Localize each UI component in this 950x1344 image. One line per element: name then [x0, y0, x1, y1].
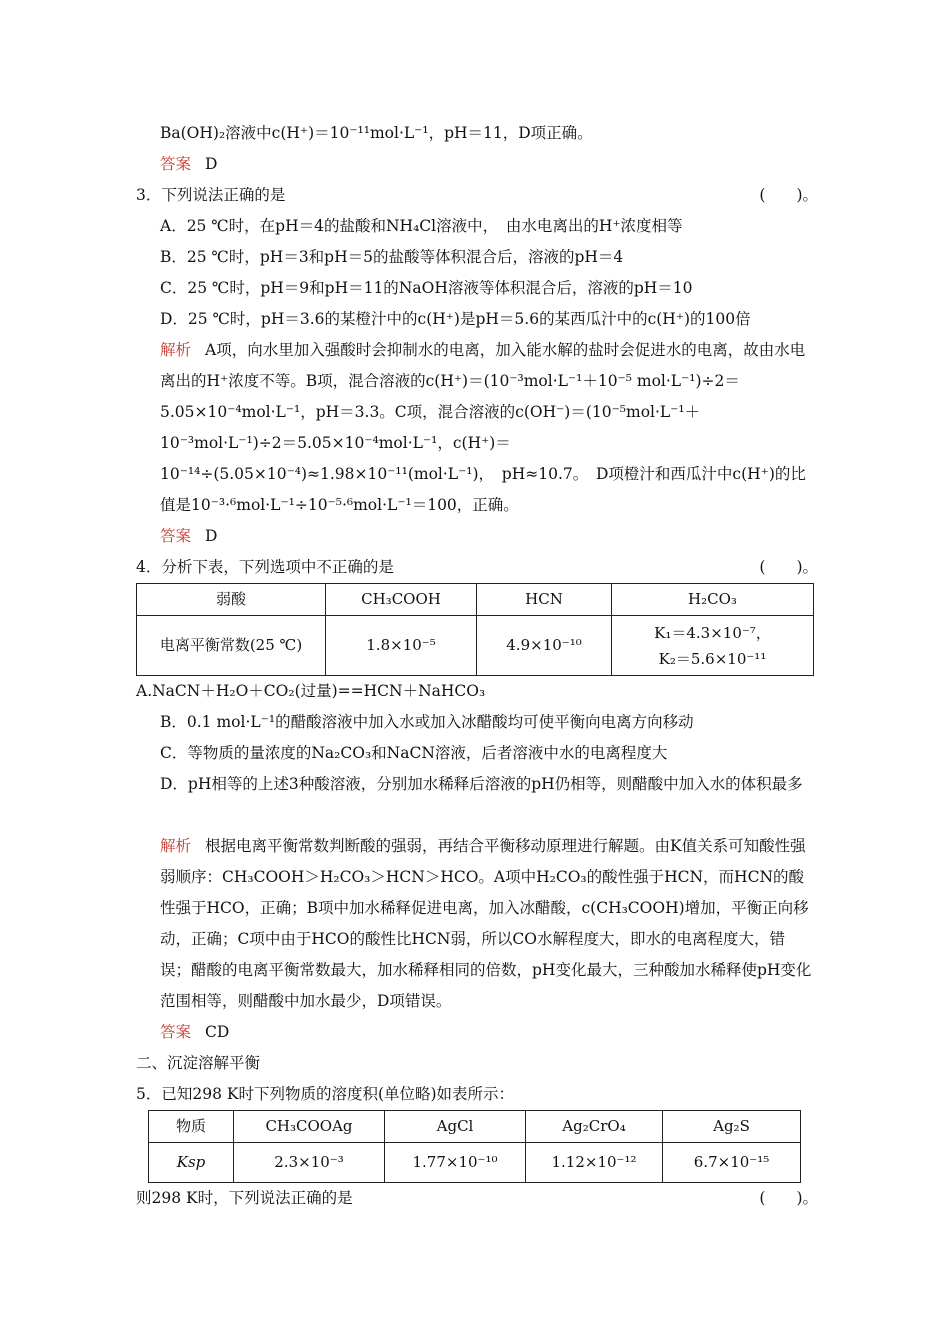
- analysis-3: [0, 335, 950, 521]
- answer-blank: ( )。: [759, 558, 818, 576]
- answer-value: CD: [205, 1023, 230, 1041]
- table-cell: 1.8×10⁻⁵: [326, 616, 477, 676]
- table-header: H₂CO₃: [612, 584, 814, 616]
- option-b: B．0.1 mol·L⁻¹的醋酸溶液中加入水或加入冰醋酸均可使平衡向电离方向移动: [160, 713, 694, 731]
- question-stem: 3．下列说法正确的是: [136, 186, 286, 204]
- table-header: CH₃COOH: [326, 584, 477, 616]
- table-cell: 6.7×10⁻¹⁵: [663, 1143, 801, 1183]
- section-heading: 二、沉淀溶解平衡: [136, 1054, 261, 1072]
- answer-label: 答案: [160, 527, 192, 545]
- table-header: 物质: [149, 1111, 234, 1143]
- question-4: [0, 552, 950, 583]
- answer-blank: ( )。: [759, 186, 818, 204]
- text-line: Ba(OH)₂溶液中c(H⁺)＝10⁻¹¹mol·L⁻¹，pH＝11，D项正确。: [160, 124, 593, 142]
- option-c: C．25 ℃时，pH＝9和pH＝11的NaOH溶液等体积混合后，溶液的pH＝10: [160, 279, 693, 297]
- option-a: A.NaCN＋H₂O＋CO₂(过量)==HCN＋NaHCO₃: [136, 682, 486, 700]
- analysis-text: 根据电离平衡常数判断酸的强弱，再结合平衡移动原理进行解题。由K值关系可知酸性强弱顺序：CH₃COOH＞H₂CO₃＞HCN＞HCO。A项中H₂CO₃的酸性强于HCN，而HCN的酸性强于HCO，正确；B项中加水稀释促进电离，加入冰醋酸，c(CH₃COOH)增加，平衡正向移动，正确；C项中由于HCO的酸性比HCN弱，所以CO水解程度大，即水的电离程度大，错误；醋酸的电离平衡常数最大，加水稀释相同的倍数，pH变化最大，三种酸加水稀释使pH变化范围相等，则醋酸中加水最少，D项错误。: [160, 837, 812, 1010]
- option-d: D．pH相等的上述3种酸溶液，分别加水稀释后溶液的pH仍相等，则醋酸中加入水的体积最多: [160, 775, 803, 793]
- question-stem: 4．分析下表，下列选项中不正确的是: [136, 558, 394, 576]
- table-cell: 1.12×10⁻¹²: [526, 1143, 663, 1183]
- table-header: 弱酸: [137, 584, 326, 616]
- question-stem: 则298 K时，下列说法正确的是: [136, 1189, 353, 1207]
- analysis-text: A项，向水里加入强酸时会抑制水的电离，加入能水解的盐时会促进水的电离，故由水电离出的H⁺浓度不等。B项，混合溶液的c(H⁺)＝(10⁻³mol·L⁻¹＋10⁻⁵ mol·L⁻¹)÷2＝5.05×10⁻⁴mol·L⁻¹，pH＝3.3。C项，混合溶液的c(OH⁻)＝(10⁻⁵mol·L⁻¹＋10⁻³mol·L⁻¹)÷2＝5.05×10⁻⁴mol·L⁻¹，c(H⁺)＝10⁻¹⁴÷(5.05×10⁻⁴)≈1.98×10⁻¹¹(mol·L⁻¹)， pH≈10.7。 D项橙汁和西瓜汁中c(H⁺)的比值是10⁻³·⁶mol·L⁻¹÷10⁻⁵·⁶mol·L⁻¹＝100，正确。: [160, 341, 806, 514]
- option-c: C．等物质的量浓度的Na₂CO₃和NaCN溶液，后者溶液中水的电离程度大: [160, 744, 668, 762]
- analysis-label: 解析: [160, 341, 192, 359]
- table-cell: 2.3×10⁻³: [234, 1143, 385, 1183]
- table-cell: Ksp: [149, 1143, 234, 1183]
- option-a: A．25 ℃时，在pH＝4的盐酸和NH₄Cl溶液中， 由水电离出的H⁺浓度相等: [160, 217, 683, 235]
- question-5: 5．已知298 K时下列物质的溶度积(单位略)如表所示：: [136, 1085, 515, 1103]
- table-cell: 电离平衡常数(25 ℃): [137, 616, 326, 676]
- option-b: B．25 ℃时，pH＝3和pH＝5的盐酸等体积混合后，溶液的pH＝4: [160, 248, 624, 266]
- answer-label: 答案: [160, 155, 192, 173]
- acid-constant-table: [136, 583, 814, 676]
- answer-value: D: [205, 155, 218, 173]
- table-cell: 4.9×10⁻¹⁰: [477, 616, 612, 676]
- answer-blank: ( )。: [759, 1189, 818, 1207]
- answer-line: [0, 521, 950, 552]
- k2-value: K₂＝5.6×10⁻¹¹: [658, 649, 767, 668]
- table-header: AgCl: [385, 1111, 526, 1143]
- ksp-table: [148, 1110, 801, 1183]
- answer-value: D: [205, 527, 218, 545]
- answer-line: [0, 149, 950, 180]
- question-5-stem: [0, 1183, 950, 1214]
- k1-value: K₁＝4.3×10⁻⁷，: [654, 623, 771, 642]
- table-header: Ag₂S: [663, 1111, 801, 1143]
- answer-line: [0, 1017, 950, 1048]
- question-3: [0, 180, 950, 211]
- table-header: Ag₂CrO₄: [526, 1111, 663, 1143]
- answer-label: 答案: [160, 1023, 192, 1041]
- document-page: [0, 118, 950, 1214]
- table-header: CH₃COOAg: [234, 1111, 385, 1143]
- analysis-4: [0, 831, 950, 1017]
- analysis-label: 解析: [160, 837, 192, 855]
- table-cell: 1.77×10⁻¹⁰: [385, 1143, 526, 1183]
- option-d: D．25 ℃时，pH＝3.6的某橙汁中的c(H⁺)是pH＝5.6的某西瓜汁中的c(H⁺)的100倍: [160, 310, 751, 328]
- table-cell: [612, 616, 814, 676]
- table-header: HCN: [477, 584, 612, 616]
